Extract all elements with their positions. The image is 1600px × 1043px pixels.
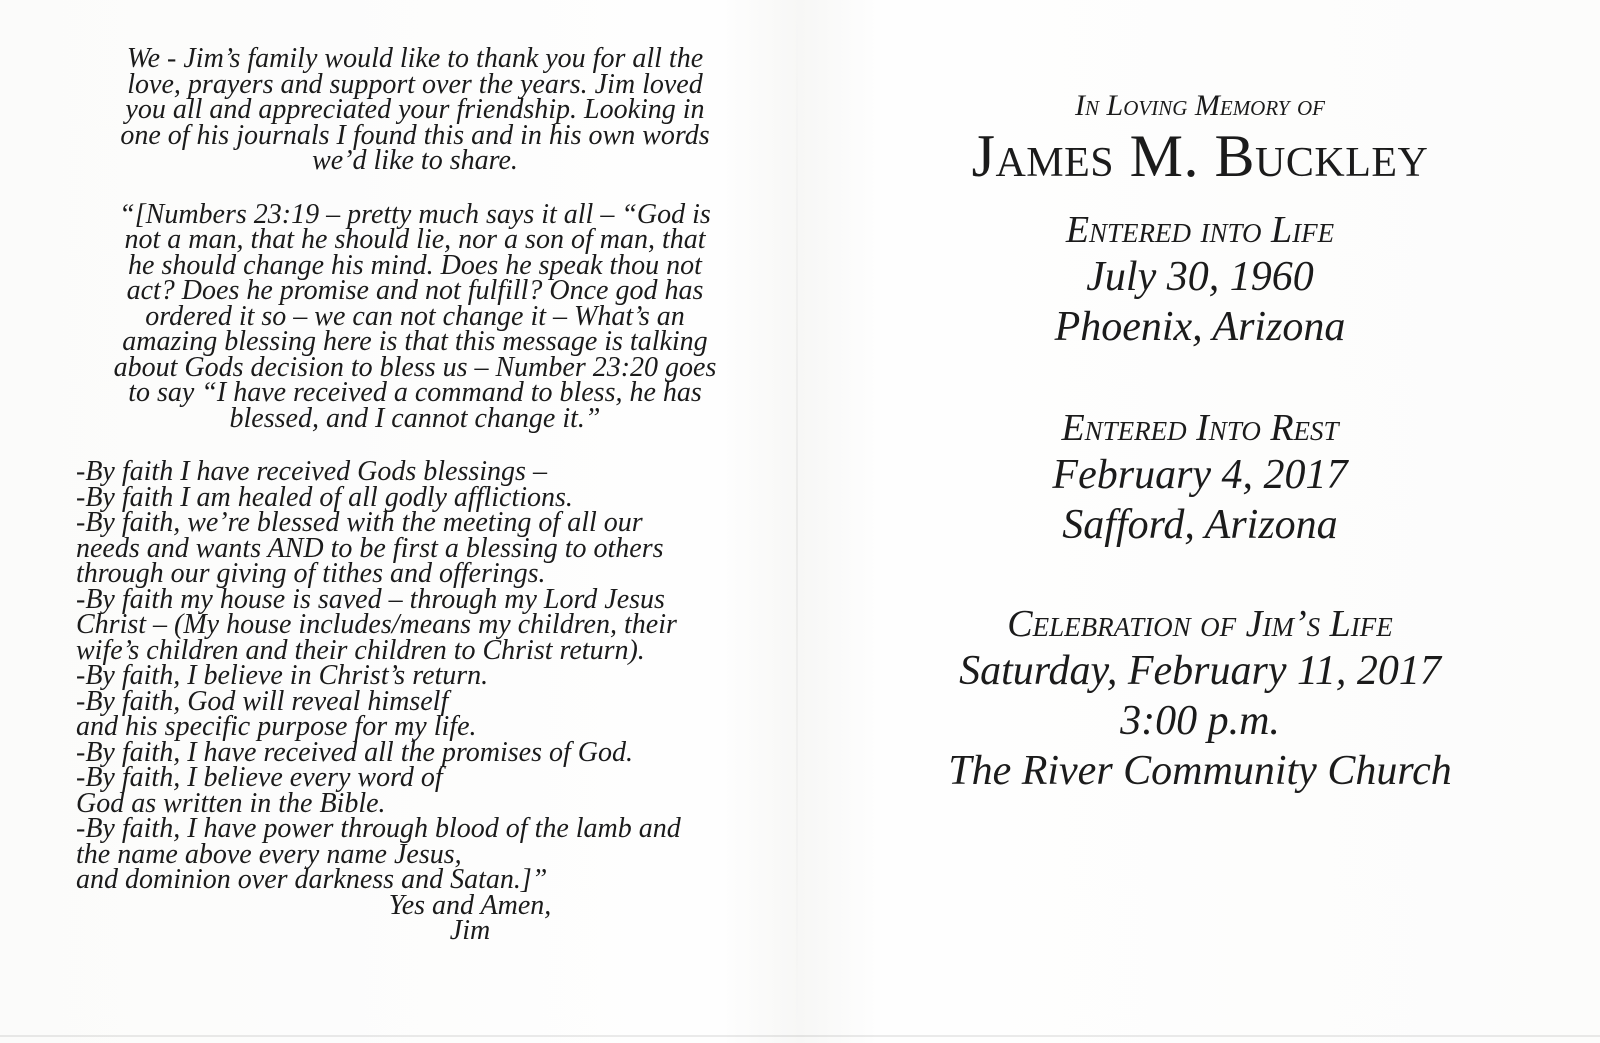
faith-line: wife’s children and their children to Christ return).	[76, 634, 645, 666]
spacer	[900, 550, 1500, 602]
sign-name: Jim	[449, 915, 491, 946]
card-bottom-edge	[0, 1035, 1600, 1037]
faith-line: -By faith my house is saved – through my Lord Jesus	[76, 583, 665, 615]
death-heading: Entered Into Rest	[1061, 407, 1339, 449]
celebration-heading: Celebration of Jim’s Life	[1007, 603, 1393, 645]
quote-line: ordered it so – we can not change it – What’s an	[145, 300, 685, 332]
birth-heading: Entered into Life	[1065, 209, 1335, 251]
celebration-venue: The River Community Church	[948, 748, 1452, 794]
celebration-time: 3:00 p.m.	[1120, 698, 1280, 744]
quote-line: not a man, that he should lie, nor a son of man, that	[124, 224, 706, 255]
birth-date: July 30, 1960	[1086, 254, 1314, 300]
memory-heading: In Loving Memory of	[1075, 89, 1325, 122]
faith-line: -By faith, I believe every word of	[76, 762, 443, 793]
death-date: February 4, 2017	[1052, 452, 1348, 498]
faith-line: and his specific purpose for my life.	[76, 711, 477, 742]
faith-line: needs and wants AND to be first a blessing to others	[76, 532, 664, 564]
birth-place: Phoenix, Arizona	[1054, 304, 1346, 350]
center-fold	[796, 0, 798, 1043]
faith-line: through our giving of tithes and offerings.	[76, 558, 546, 589]
death-place: Safford, Arizona	[1062, 502, 1338, 548]
faith-line: -By faith, God will reveal himself	[76, 685, 449, 717]
faith-line: God as written in the Bible.	[76, 787, 386, 819]
intro-line: one of his journals I found this and in his own words	[120, 119, 710, 151]
spacer	[900, 352, 1500, 406]
left-panel	[60, 43, 770, 946]
quote-line: he should change his mind. Does he speak thou not	[128, 249, 702, 281]
quote-line: about Gods decision to bless us – Number 23:20 goes	[113, 351, 717, 383]
faith-line: -By faith, we’re blessed with the meeting of all our	[76, 507, 643, 538]
faith-line: and dominion over darkness and Satan.]”	[76, 864, 548, 895]
thank-you-paragraph	[60, 43, 770, 176]
signature-block	[60, 889, 770, 946]
intro-line: We - Jim’s family would like to thank you for all the	[126, 43, 704, 74]
quote-line: to say “I have received a command to bless, he has	[128, 377, 702, 408]
faith-line: -By faith, I have received all the promises of God.	[76, 736, 633, 768]
faith-line: the name above every name Jesus,	[76, 838, 462, 870]
intro-line: love, prayers and support over the years. Jim loved	[127, 68, 703, 100]
quote-line: amazing blessing here is that this message is talking	[122, 326, 708, 357]
scripture-quote-paragraph	[60, 198, 770, 434]
intro-line: you all and appreciated your friendship. Looking in	[125, 94, 705, 125]
quote-line: “[Numbers 23:19 – pretty much says it all – “God is	[119, 198, 711, 230]
celebration-date: Saturday, February 11, 2017	[959, 648, 1441, 694]
by-faith-list	[60, 456, 770, 895]
quote-line: blessed, and I cannot change it.”	[229, 402, 601, 434]
faith-line: Christ – (My house includes/means my children, their	[76, 609, 677, 640]
right-panel	[900, 88, 1500, 796]
faith-line: -By faith I am healed of all godly afflictions.	[76, 481, 573, 513]
quote-line: act? Does he promise and not fulfill? Once god has	[126, 275, 704, 306]
intro-line: we’d like to share.	[312, 145, 518, 176]
sign-closing: Yes and Amen,	[388, 889, 552, 921]
faith-line: -By faith, I have power through blood of the lamb and	[76, 813, 681, 844]
deceased-name: James M. Buckley	[971, 123, 1429, 189]
faith-line: -By faith, I believe in Christ’s return.	[76, 660, 489, 691]
faith-line: -By faith I have received Gods blessings –	[76, 456, 547, 487]
